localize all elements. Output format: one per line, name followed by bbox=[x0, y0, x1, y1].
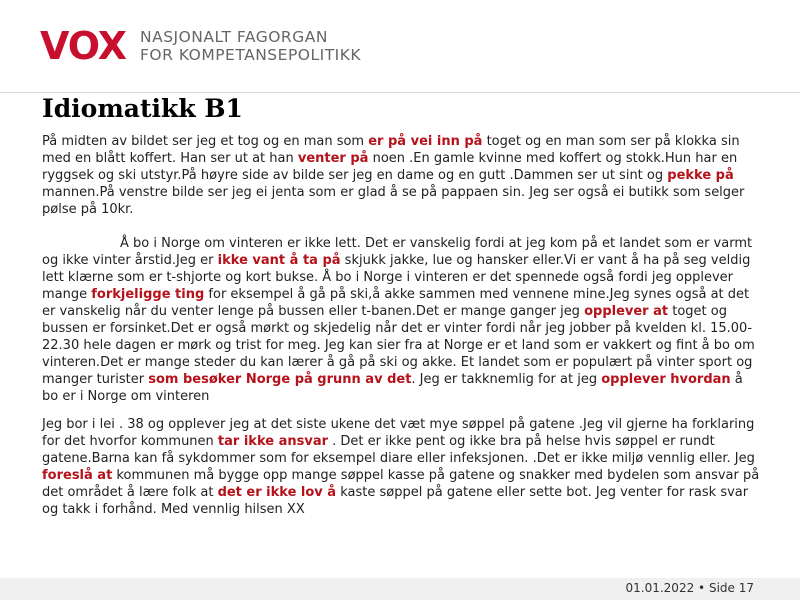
text-run: å bo er i Norge om vinteren bbox=[42, 372, 743, 404]
text-run: kaste søppel på gatene eller sette bot. Jeg venter for rask svar og takk i forhånd. Med vennlig hilsen XX bbox=[42, 485, 749, 517]
header bbox=[0, 0, 800, 92]
logo-wordmark: VOX bbox=[40, 24, 126, 68]
highlighted-idiom: opplever hvordan bbox=[601, 372, 731, 387]
footer bbox=[0, 578, 800, 600]
logo-subtitle-line2: FOR KOMPETANSEPOLITIKK bbox=[140, 46, 362, 64]
highlighted-idiom: er på vei inn på bbox=[368, 134, 483, 149]
text-run: . Jeg er takknemlig for at jeg bbox=[411, 372, 602, 387]
highlighted-idiom: foreslå at bbox=[42, 468, 113, 483]
footer-page-number: Side 17 bbox=[708, 581, 754, 595]
highlighted-idiom: som besøker Norge på grunn av det bbox=[148, 372, 412, 387]
paragraph-1 bbox=[42, 133, 760, 218]
highlighted-idiom: forkjeligge ting bbox=[91, 287, 205, 302]
page-title: Idiomatikk B1 bbox=[42, 94, 243, 123]
text-run: kommunen må bygge opp mange søppel kasse på gatene og snakker med bydelen som ansvar på det området å lære folk at bbox=[42, 468, 760, 500]
highlighted-idiom: ikke vant å ta på bbox=[217, 253, 341, 268]
logo-subtitle bbox=[140, 28, 361, 64]
text-run: toget og en man som ser på klokka sin med en blått koffert. Han ser ut at han bbox=[42, 134, 740, 166]
vox-logo bbox=[40, 24, 362, 68]
highlighted-idiom: venter på bbox=[297, 151, 369, 166]
text-run: Å bo i Norge om vinteren er ikke lett. Det er vanskelig fordi at jeg kom på et landet som er varmt og ikke vinter årstid.Jeg er bbox=[42, 236, 753, 268]
text-run: noen .En gamle kvinne med koffert og stokk.Hun har en ryggsek og ski utstyr.På høyre side av bilde ser jeg en dame og en gutt .Dammen ser ut sint og bbox=[42, 151, 738, 183]
header-divider bbox=[0, 92, 800, 93]
logo-subtitle-line1: NASJONALT FAGORGAN bbox=[140, 28, 328, 46]
text-run: . Det er ikke pent og ikke bra på helse hvis søppel er rundt gatene.Barna kan få sykdommer som for eksempel diare eller infeksjonen. .Det er ikke miljø vennlig eller. Jeg bbox=[42, 434, 755, 466]
text-run: toget og bussen er forsinket.Det er også mørkt og skjedelig når det er vinter fordi når jeg jobber på kvelden kl. 15.00-22.30 hele dagen er mørk og trist for meg. Jeg kan sier fra at Norge er et land som er vakkert og fint å bo om vinteren.Det er mange steder du kan lærer å gå på ski og akke. Et landet som er populært på vinter sport og manger turister bbox=[42, 304, 755, 387]
text-run: mannen.På venstre bilde ser jeg ei jenta som er glad å se på pappaen sin. Jeg ser også ei butikk som selger pølse på 10kr. bbox=[42, 185, 745, 217]
text-run: for eksempel å gå på ski,å akke sammen med vennene mine.Jeg synes også at det er vanskelig når du venter lenge på bussen eller t-banen.Det er mange ganger jeg bbox=[42, 287, 750, 319]
text-run: Jeg bor i lei . 38 og opplever jeg at det siste ukene det væt mye søppel på gatene .Jeg vil gjerne ha forklaring for det hvorfor kommunen bbox=[42, 417, 755, 449]
footer-date: 01.01.2022 bbox=[625, 581, 695, 595]
main-content bbox=[42, 133, 760, 518]
highlighted-idiom: opplever at bbox=[584, 304, 669, 319]
paragraph-3 bbox=[42, 416, 760, 518]
highlighted-idiom: pekke på bbox=[667, 168, 734, 183]
footer-separator: • bbox=[698, 581, 706, 595]
highlighted-idiom: det er ikke lov å bbox=[217, 485, 337, 500]
text-run: skjukk jakke, lue og hansker eller.Vi er vant å ha på seg veldig lett klærne som er t-shjorte og kort bukse. Å bo i Norge i vinteren er det spennede også fordi jeg opplever mange bbox=[42, 253, 751, 302]
highlighted-idiom: tar ikke ansvar bbox=[217, 434, 329, 449]
paragraph-2 bbox=[42, 235, 760, 405]
footer-info bbox=[626, 581, 755, 595]
text-run: På midten av bildet ser jeg et tog og en man som bbox=[42, 134, 369, 149]
